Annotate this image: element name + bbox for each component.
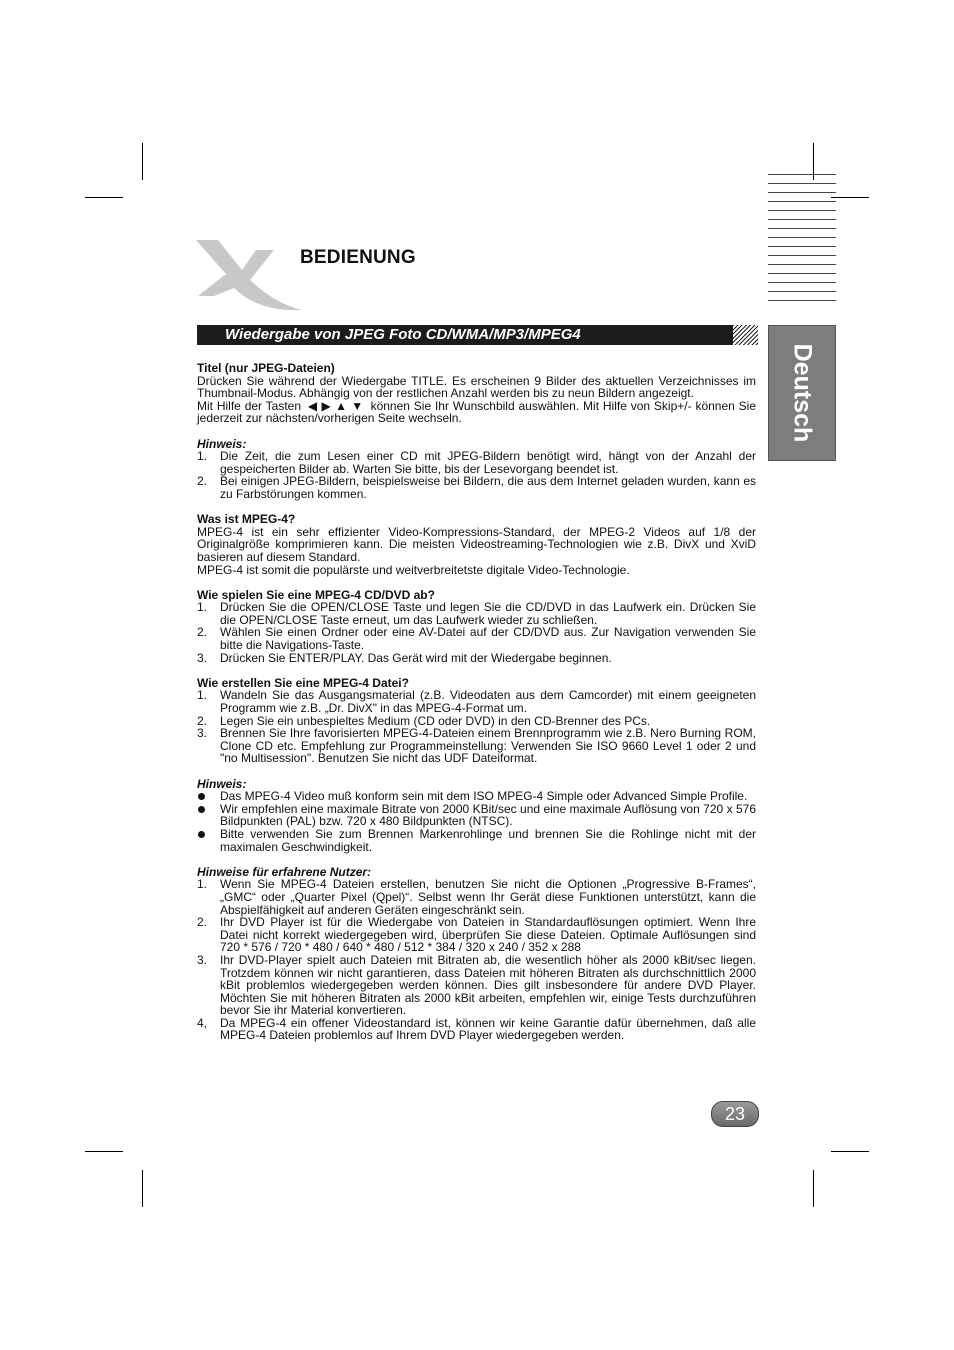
paragraph: MPEG-4 ist ein sehr effizienter Video-Kompressions-Standard, der MPEG-2 Videos auf 1/8 der Originalgröße komprimieren kann. Die meisten Videostreaming-Technologien wie z.B. DivX und XviD basieren auf diesem Standard. <box>197 524 756 564</box>
list-number: 2. <box>197 713 208 728</box>
paragraph-text: Mit Hilfe der Tasten <box>197 398 302 413</box>
bullet-item <box>197 803 756 828</box>
list-text: Bei einigen JPEG-Bildern, beispielsweise bei Bildern, die aus dem Internet geladen wurden, kann es zu Farbstörungen kommen. <box>220 474 756 501</box>
section-bar-hatch <box>733 325 758 345</box>
brand-logo-icon <box>196 240 302 312</box>
paragraph: MPEG-4 ist somit die populärste und weitverbreitetste digitale Video-Technologie. <box>197 562 630 577</box>
list-number: 1. <box>197 877 208 892</box>
crop-mark <box>142 143 143 180</box>
list-item <box>197 626 756 651</box>
language-tab-label: Deutsch <box>788 343 817 443</box>
bullet-item <box>197 828 756 853</box>
crop-mark <box>142 1170 143 1207</box>
list-item <box>197 601 756 626</box>
page-header-title: BEDIENUNG <box>300 247 416 268</box>
note-heading: Hinweise für erfahrene Nutzer: <box>197 864 372 879</box>
list-text: Bitte verwenden Sie zum Brennen Markenrohlinge und brennen Sie die Rohlinge nicht mit der maximalen Geschwindigkeit. <box>220 826 756 854</box>
bullet-icon <box>197 790 220 803</box>
paragraph: Drücken Sie während der Wiedergabe TITLE. Es erscheinen 9 Bilder des aktuellen Verzeichnisses im Thumbnail-Modus. Abhängig von der restlichen Anzahl werden bis zu neun Bildern angezeigt. <box>197 373 756 401</box>
list-text: Das MPEG-4 Video muß konform sein mit dem ISO MPEG-4 Simple oder Advanced Simple Profile. <box>220 789 748 804</box>
list-number: 1. <box>197 688 208 703</box>
section-heading: Was ist MPEG-4? <box>197 512 296 527</box>
section-heading: Wie erstellen Sie eine MPEG-4 Datei? <box>197 675 409 690</box>
paragraph <box>197 400 756 425</box>
list-item <box>197 450 756 475</box>
decorative-stripes <box>768 174 836 309</box>
crop-mark <box>85 197 123 198</box>
list-text: Drücken Sie ENTER/PLAY. Das Gerät wird mit der Wiedergabe beginnen. <box>220 650 612 665</box>
crop-mark <box>85 1151 123 1152</box>
list-number: 3. <box>197 726 208 741</box>
list-item <box>197 689 756 714</box>
crop-mark <box>831 1151 869 1152</box>
list-text: Ihr DVD-Player spielt auch Dateien mit Bitraten ab, die wesentlich höher als 2000 kBit/sec liegen. Trotzdem können wir nicht garantieren, dass Dateien mit höheren Bitraten als durchschnittlich 2000 kBit problemlos wiedergegeben werden können. Dies gilt insbesondere für andere DVD Player. Möchten Sie mit höheren Bitraten als 2000 kBit arbeiten, empfehlen wir, einige Tests durchzuführen bevor Sie ihr Material konvertieren. <box>220 952 756 1018</box>
list-text: Drücken Sie die OPEN/CLOSE Taste und legen Sie die CD/DVD in das Laufwerk ein. Drücken Sie die OPEN/CLOSE Taste erneut, um das Laufwerk wieder zu schließen. <box>220 600 756 627</box>
list-number: 4, <box>197 1015 208 1030</box>
list-number: 2. <box>197 474 208 489</box>
section-title-bar: Wiedergabe von JPEG Foto CD/WMA/MP3/MPEG4 <box>197 325 737 345</box>
section-heading: Titel (nur JPEG-Dateien) <box>197 361 335 375</box>
list-item <box>197 727 756 765</box>
list-number: 3. <box>197 650 208 665</box>
paragraph-text: können Sie Ihr Wunschbild auswählen. Mit Hilfe von Skip+/- können Sie jederzeit zur nächsten/vorherigen Seite wechseln. <box>197 398 757 426</box>
note-heading: Hinweis: <box>197 436 247 451</box>
list-text: Wir empfehlen eine maximale Bitrate von 2000 KBit/sec und eine maximale Auflösung von 720 x 576 Bildpunkten (PAL) bzw. 720 x 480 Bildpunkten (NTSC). <box>220 801 756 829</box>
bullet-icon <box>197 803 220 828</box>
list-text: Da MPEG-4 ein offener Videostandard ist, können wir keine Garantie dafür übernehmen, daß alle MPEG-4 Dateien problemlos auf Ihrem DVD Player wiedergegeben werden. <box>220 1015 756 1043</box>
page-number-badge: 23 <box>711 1101 759 1127</box>
crop-mark <box>831 197 869 198</box>
list-text: Wählen Sie einen Ordner oder eine AV-Datei auf der CD/DVD aus. Zur Navigation verwenden Sie bitte die Navigations-Taste. <box>220 625 756 653</box>
bullet-item <box>197 790 756 803</box>
list-text: Wandeln Sie das Ausgangsmaterial (z.B. Videodaten aus dem Camcorder) mit einem geeigneten Programm wie z.B. „Dr. DivX" in das MPEG-4-Format um. <box>220 688 756 716</box>
list-text: Legen Sie ein unbespieltes Medium (CD oder DVD) in den CD-Brenner des PCs. <box>220 713 651 728</box>
list-number: 1. <box>197 449 208 464</box>
list-item <box>197 878 756 916</box>
page-content <box>197 362 756 1042</box>
list-number: 3. <box>197 952 208 967</box>
list-item <box>197 1017 756 1042</box>
list-number: 1. <box>197 600 208 615</box>
list-number: 2. <box>197 915 208 930</box>
list-text: Die Zeit, die zum Lesen einer CD mit JPEG-Bildern benötigt wird, hängt von der Anzahl der gespeicherten Bilder ab. Warten Sie bitte, bis der Lesevorgang beendet ist. <box>220 449 756 476</box>
list-number: 2. <box>197 625 208 640</box>
bullet-icon <box>197 828 220 853</box>
list-text: Wenn Sie MPEG-4 Dateien erstellen, benutzen Sie nicht die Optionen „Progressive B-Frames“, „GMC“ oder „Quarter Pixel (Qpel)“. Selbst wenn Ihr Gerät diese Funktionen unterstützt, kann die Abspielfähigkeit auf anderen Geräten eingeschränkt sein. <box>220 877 756 917</box>
list-text: Ihr DVD Player ist für die Wiedergabe von Dateien in Standardauflösungen optimiert. Wenn Ihre Datei nicht korrekt wiedergegeben wird, überprüfen Sie diese Dateien. Optimale Auflösungen sind 720 * 576 / 720 * 480 / 640 * 480 / 512 * 384 / 320 x 240 / 352 x 288 <box>220 915 756 955</box>
list-text: Brennen Sie Ihre favorisierten MPEG-4-Dateien einem Brennprogramm wie z.B. Nero Burning ROM, Clone CD etc. Empfehlung zur Programmeinstellung: Verwenden Sie ISO 9660 Level 1 oder 2 und "no Multisession". Benutzen Sie nicht das UDF Dateiformat. <box>220 726 756 766</box>
section-heading: Wie spielen Sie eine MPEG-4 CD/DVD ab? <box>197 587 435 602</box>
list-item <box>197 916 756 954</box>
list-item <box>197 652 756 665</box>
note-heading: Hinweis: <box>197 776 247 791</box>
crop-mark <box>813 1170 814 1207</box>
arrow-keys-icon: ◀ ▶ ▲ ▼ <box>307 398 364 413</box>
language-tab <box>768 325 836 461</box>
list-item <box>197 954 756 1017</box>
list-item <box>197 475 756 500</box>
